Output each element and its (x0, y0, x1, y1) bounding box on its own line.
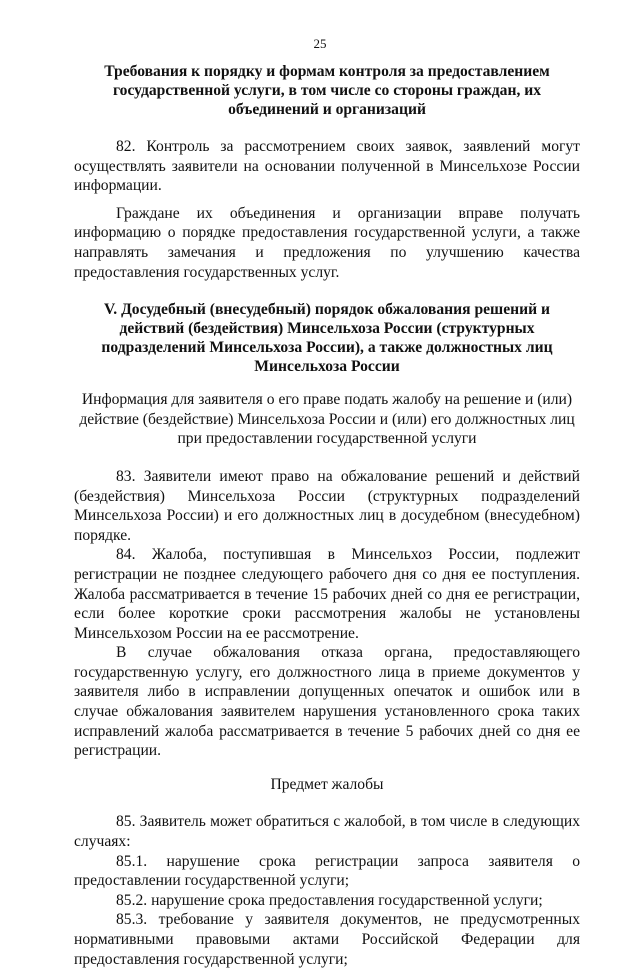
paragraph-85-1: 85.1. нарушение срока регистрации запроса заявителя о предоставлении государственной услуги; (74, 852, 580, 890)
paragraph-refusal-case: В случае обжалования отказа органа, предоставляющего государственную услугу, его должностного лица в приеме документов у заявителя либо в исправлении допущенных опечаток и ошибок или в случае обжалования заявителем нарушения установленного срока таких исправлений жалоба рассматривается в течение 5 рабочих дней со дня ее регистрации. (74, 644, 580, 760)
paragraph-85-3: 85.3. требование у заявителя документов, не предусмотренных нормативными правовыми актами Российской Федерации для предоставления государственной услуги; (74, 911, 580, 968)
page-number: 25 (313, 36, 327, 51)
section-heading-appeal: V. Досудебный (внесудебный) порядок обжалования решений и действий (бездействия) Минсельхоза России (структурных подразделений Минсельхоза России), а также должностных лиц Минсельхоза России (101, 301, 553, 376)
page-content (74, 62, 580, 969)
paragraph-82: 82. Контроль за рассмотрением своих заявок, заявлений могут осуществлять заявители на основании полученной в Минсельхозе России информации. (74, 138, 580, 195)
paragraph-85: 85. Заявитель может обратиться с жалобой, в том числе в следующих случаях: (74, 813, 580, 851)
subheading-appeal-info: Информация для заявителя о его праве подать жалобу на решение и (или) действие (бездействие) Минсельхоза России и (или) его должностных лиц при предоставлении государственной услуги (79, 391, 575, 448)
subheading-subject: Предмет жалобы (270, 775, 384, 793)
section-heading-control: Требования к порядку и формам контроля за предоставлением государственной услуги, в том числе со стороны граждан, их объединений и организаций (104, 63, 550, 118)
paragraph-83: 83. Заявители имеют право на обжалование решений и действий (бездействия) Минсельхоза России (структурных подразделений Минсельхоза России) и его должностных лиц в досудебном (внесудебном) порядке. (74, 467, 580, 544)
paragraph-84: 84. Жалоба, поступившая в Минсельхоз России, подлежит регистрации не позднее следующего рабочего дня со дня ее поступления. Жалоба рассматривается в течение 15 рабочих дней со дня ее регистрации, если более короткие сроки рассмотрения жалобы не установлены Минсельхозом России на ее рассмотрение. (74, 546, 580, 642)
paragraph-citizens: Граждане их объединения и организации вправе получать информацию о порядке предоставления государственной услуги, а также направлять замечания и предложения по улучшению качества предоставления государственных услуг. (74, 204, 580, 281)
paragraph-85-2: 85.2. нарушение срока предоставления государственной услуги; (116, 891, 543, 909)
